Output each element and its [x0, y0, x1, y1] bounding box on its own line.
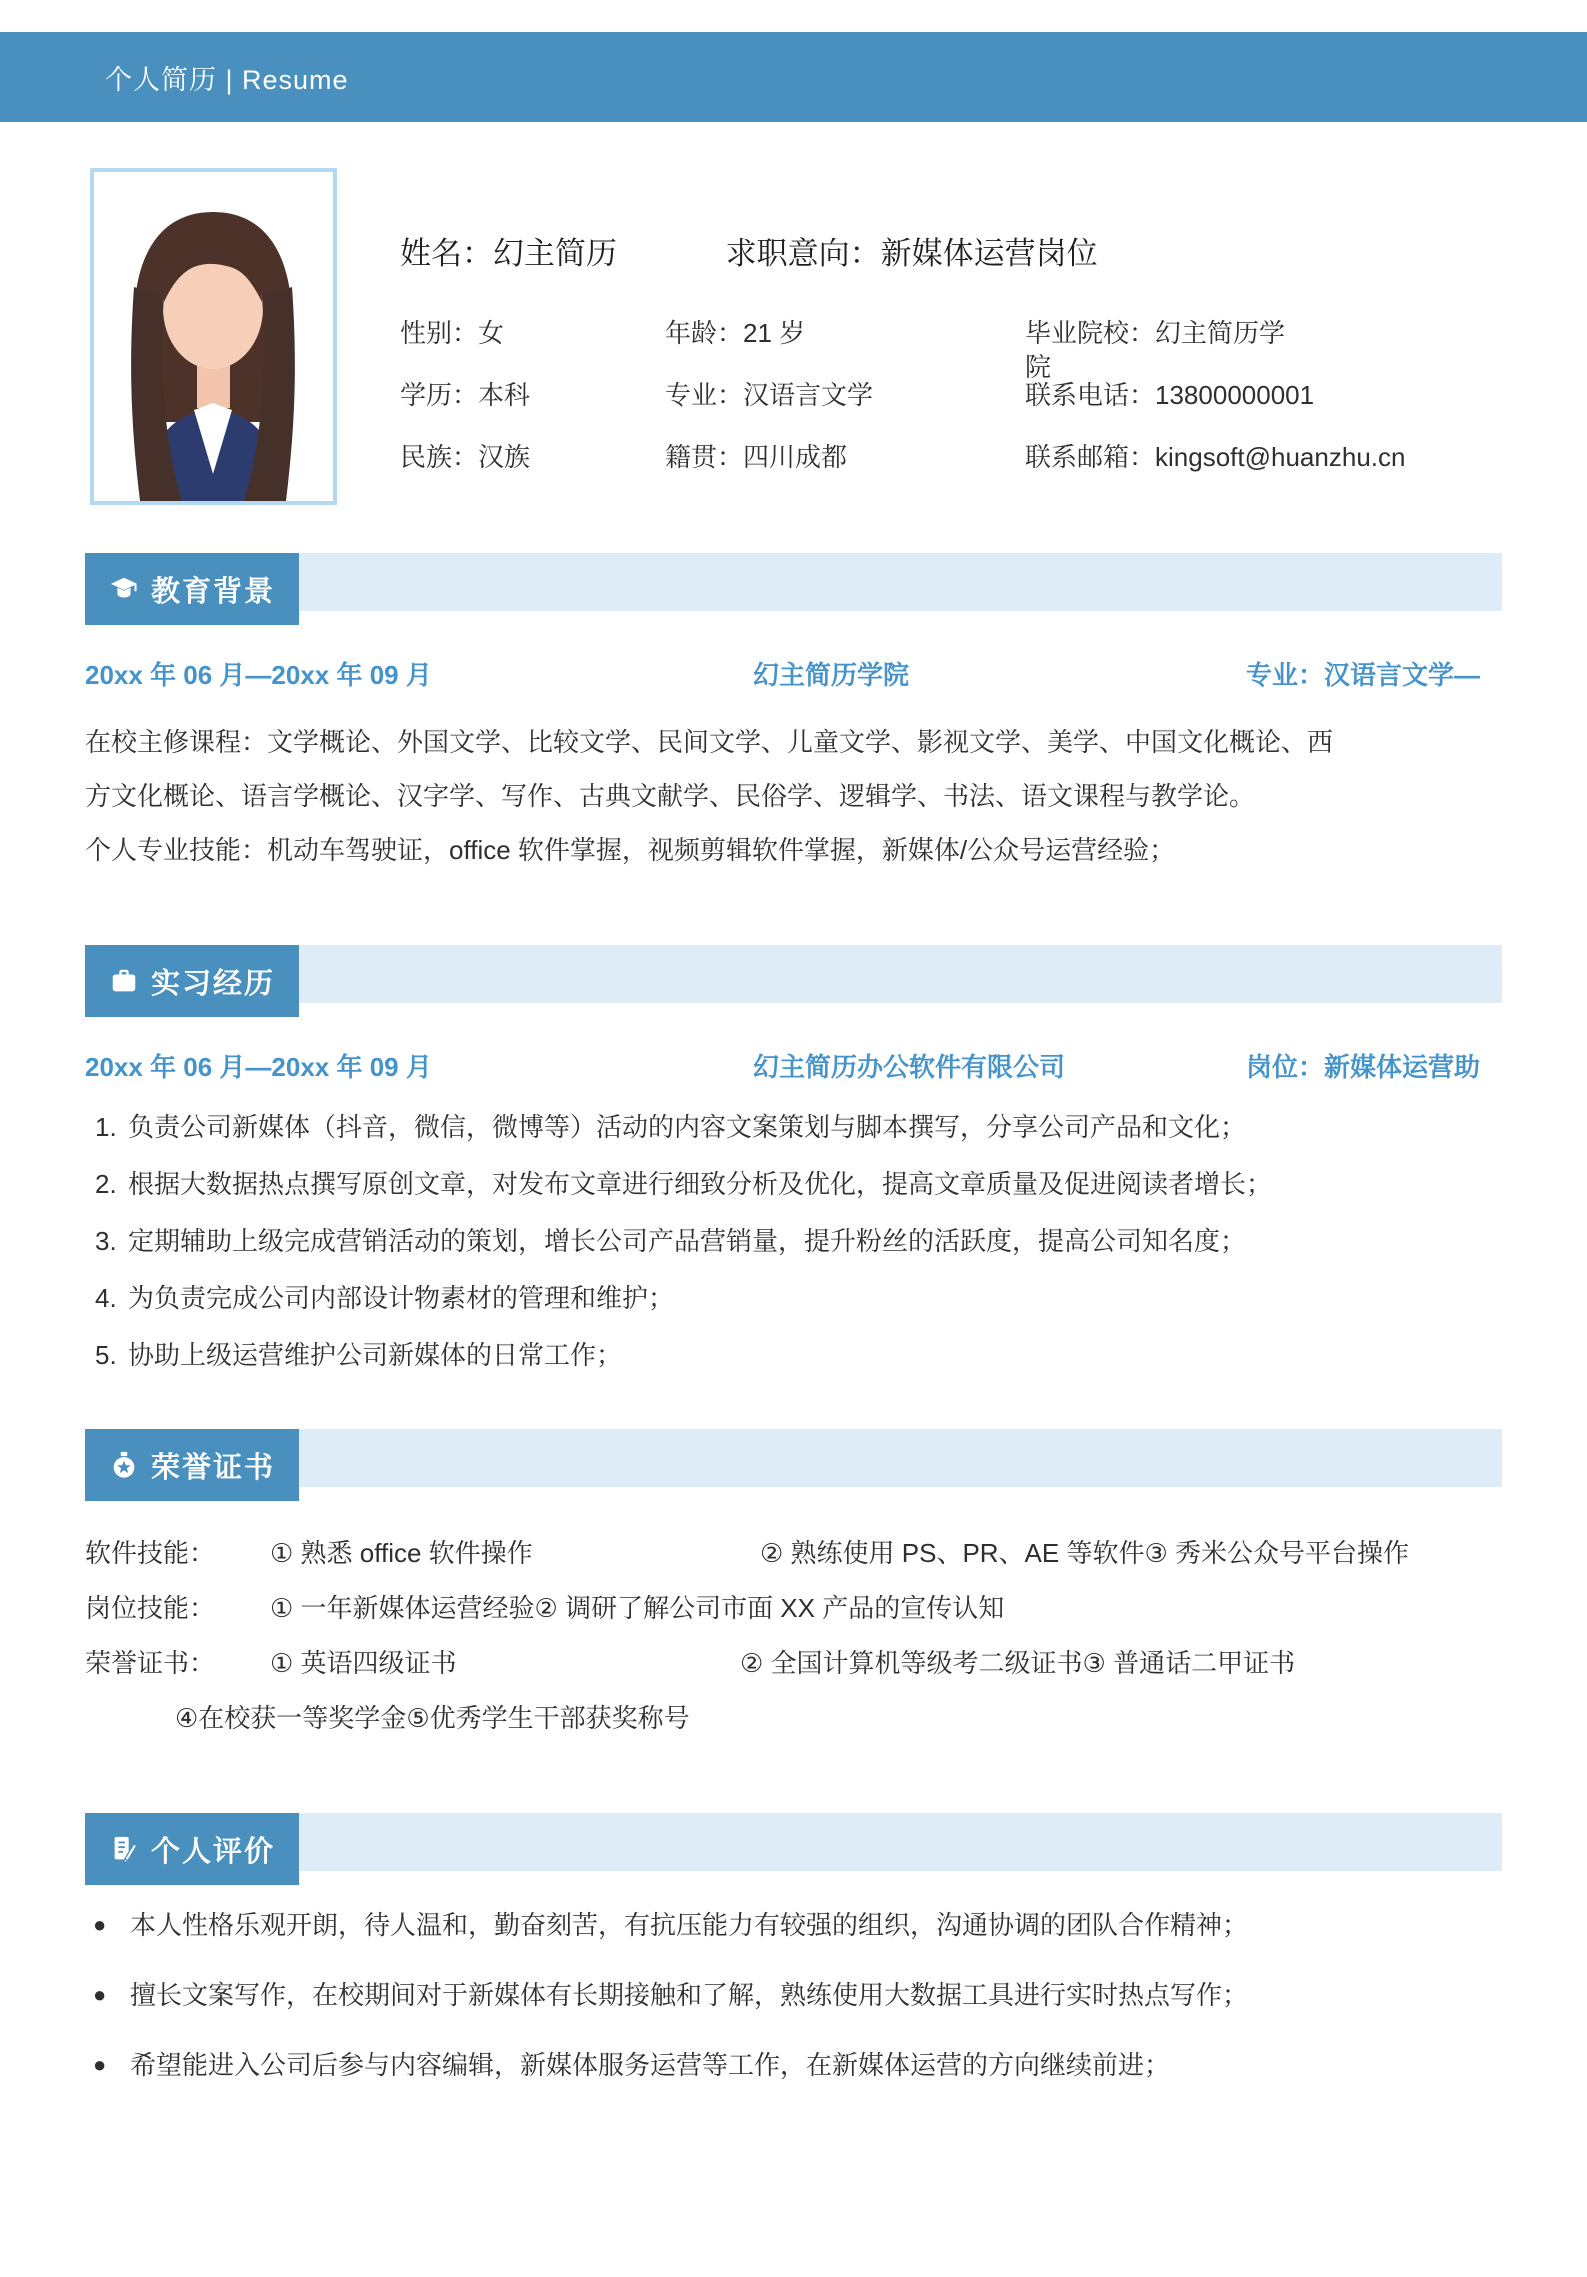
evaluation-section	[85, 1813, 1502, 2083]
objective-field	[726, 236, 1098, 271]
profile-fields	[400, 316, 1487, 502]
section-title: 荣誉证书	[151, 1451, 276, 1484]
field-ethnicity: 民族：汉族	[400, 442, 531, 472]
education-period: 20xx 年 06 月—20xx 年 09 月	[85, 660, 432, 690]
evaluation-title-box	[85, 1813, 299, 1885]
honors-row-certs: 荣誉证书： ① 英语四级证书 ② 全国计算机等级考二级证书 ③ 普通话二甲证书	[85, 1648, 1296, 1678]
field-hometown: 籍贯：四川成都	[665, 442, 848, 472]
list-item: 5. 协助上级运营维护公司新媒体的日常工作；	[95, 1340, 623, 1370]
name-field	[400, 236, 617, 271]
section-title: 教育背景	[151, 575, 276, 608]
education-courses: 在校主修课程：文学概论、外国文学、比较文学、民间文学、儿童文学、影视文学、美学、中国文化概论、西方文化概论、语言学概论、汉字学、写作、古典文献学、民俗学、逻辑学、书法、语文课程与教学论。	[85, 727, 1334, 811]
honors-row-software: 软件技能： ① 熟悉 office 软件操作 ② 熟练使用 PS、PR、AE 等软件 ③ 秀米公众号平台操作	[85, 1538, 1410, 1568]
internship-header	[85, 945, 1502, 1017]
profile-section	[0, 122, 1587, 553]
education-section	[85, 553, 1502, 877]
field-degree: 学历：本科	[400, 380, 531, 410]
name-value: 幻主简历	[493, 236, 617, 271]
list-item: ● 擅长文案写作，在校期间对于新媒体有长期接触和了解，熟练使用大数据工具进行实时热点写作；	[85, 1977, 1502, 2013]
bullet-icon: ●	[93, 1912, 107, 1937]
internship-meta-row	[85, 1047, 1502, 1083]
internship-title-box	[85, 945, 299, 1017]
internship-period: 20xx 年 06 月—20xx 年 09 月	[85, 1052, 432, 1082]
education-major: 专业：汉语言文学—	[1245, 660, 1480, 690]
evaluation-header	[85, 1813, 1502, 1885]
list-item: ● 希望能进入公司后参与内容编辑，新媒体服务运营等工作，在新媒体运营的方向继续前进；	[85, 2047, 1502, 2083]
graduation-cap-icon	[109, 574, 139, 604]
honors-title-box	[85, 1429, 299, 1501]
section-title: 个人评价	[151, 1835, 276, 1868]
list-item: 1. 负责公司新媒体（抖音，微信，微博等）活动的内容文案策划与脚本撰写，分享公司产品和文化；	[95, 1112, 1247, 1142]
list-item: ● 本人性格乐观开朗，待人温和，勤奋刻苦，有抗压能力有较强的组织，沟通协调的团队合作精神；	[85, 1907, 1502, 1943]
honors-row-job: 岗位技能： ① 一年新媒体运营经验 ② 调研了解公司市面 XX 产品的宣传认知	[85, 1593, 1005, 1623]
field-major: 专业：汉语言文学	[665, 380, 874, 410]
section-title: 实习经历	[151, 967, 276, 1000]
list-item: 4. 为负责完成公司内部设计物素材的管理和维护；	[95, 1283, 675, 1313]
education-school: 幻主简历学院	[753, 660, 910, 690]
field-age: 年龄：21 岁	[665, 318, 806, 348]
honors-section	[85, 1429, 1502, 1736]
female-avatar-illustration	[94, 172, 333, 501]
education-body	[85, 715, 1355, 877]
list-item: 2. 根据大数据热点撰写原创文章，对发布文章进行细致分析及优化，提高文章质量及促进阅读者增长；	[95, 1169, 1273, 1199]
medal-icon	[109, 1450, 139, 1480]
internship-company: 幻主简历办公软件有限公司	[753, 1052, 1066, 1082]
resume-content	[85, 553, 1502, 2083]
objective-label: 求职意向：	[725, 236, 881, 271]
honors-rows	[85, 1535, 1502, 1736]
name-line	[400, 228, 1098, 273]
field-email: 联系邮箱：kingsoft@huanzhu.cn	[1025, 442, 1406, 472]
list-item: 3. 定期辅助上级完成营销活动的策划，增长公司产品营销量，提升粉丝的活跃度，提高公司知名度；	[95, 1226, 1247, 1256]
honors-row-certs-2: ④在校获一等奖学金 ⑤优秀学生干部获奖称号	[175, 1703, 690, 1733]
internship-list	[85, 1109, 1502, 1373]
objective-value: 新媒体运营岗位	[880, 236, 1098, 271]
internship-position: 岗位：新媒体运营助	[1245, 1052, 1480, 1082]
field-gender: 性别：女	[400, 318, 505, 348]
evaluation-list	[85, 1907, 1502, 2083]
internship-section	[85, 945, 1502, 1373]
briefcase-icon	[109, 966, 139, 996]
education-header	[85, 553, 1502, 625]
title-bar	[0, 32, 1587, 122]
page-title: 个人简历 | Resume	[105, 64, 349, 95]
education-meta-row	[85, 655, 1502, 691]
education-skills: 个人专业技能：机动车驾驶证，office 软件掌握，视频剪辑软件掌握，新媒体/公众号运营经验；	[85, 835, 1176, 865]
education-title-box	[85, 553, 299, 625]
field-phone: 联系电话：13800000001	[1025, 380, 1315, 410]
bullet-icon: ●	[93, 1982, 107, 2007]
field-school: 毕业院校：幻主简历学院	[1025, 318, 1286, 382]
honors-header	[85, 1429, 1502, 1501]
bullet-icon: ●	[93, 2052, 107, 2077]
profile-photo	[90, 168, 337, 505]
pencil-note-icon	[109, 1834, 139, 1864]
name-label: 姓名：	[400, 236, 493, 271]
